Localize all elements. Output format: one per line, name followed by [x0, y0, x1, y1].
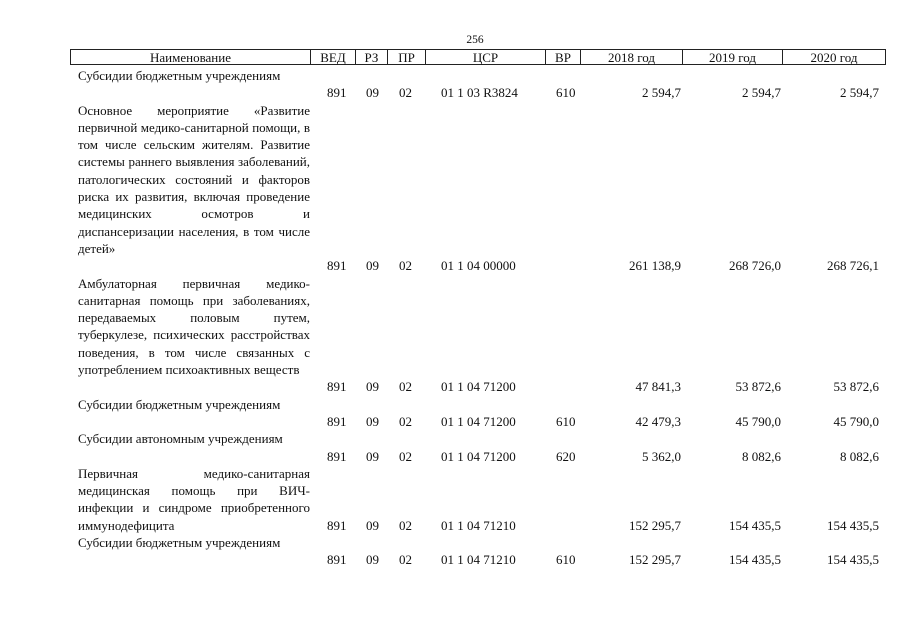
- row-2019: 268 726,0: [729, 258, 781, 274]
- row-2018: 42 479,3: [635, 413, 681, 429]
- header-name: Наименование: [71, 50, 311, 64]
- row-name: Субсидии автономным учреждениям: [78, 431, 283, 447]
- row-2018: 152 295,7: [629, 552, 681, 568]
- row-2019: 45 790,0: [735, 413, 781, 429]
- row-2019: 154 435,5: [729, 517, 781, 533]
- row-pr: 02: [399, 85, 412, 101]
- table-row: [0, 465, 905, 535]
- row-name: Субсидии бюджетным учреждениям: [78, 68, 281, 83]
- row-rz: 09: [366, 517, 379, 533]
- row-ved: 891: [327, 85, 347, 101]
- row-csr: 01 1 04 71210: [441, 552, 516, 568]
- row-pr: 02: [399, 448, 412, 464]
- table-row: [0, 275, 905, 397]
- row-rz: 09: [366, 258, 379, 274]
- row-rz: 09: [366, 85, 379, 101]
- row-2019: 154 435,5: [729, 552, 781, 568]
- row-2020: 2 594,7: [840, 85, 879, 101]
- row-2019: 53 872,6: [735, 379, 781, 395]
- row-name: Основное мероприятие «Развитие первичной медико-санитарной помощи, в том числе сельским жителям. Развитие системы раннего выявления заболеваний, патологических состояний и факторов риска их развития, включая проведение медицинских осмотров и диспансеризации населения, в том числе детей»: [78, 102, 310, 256]
- row-ved: 891: [327, 379, 347, 395]
- row-csr: 01 1 04 71210: [441, 517, 516, 533]
- row-2018: 5 362,0: [642, 448, 681, 464]
- row-ved: 891: [327, 552, 347, 568]
- row-rz: 09: [366, 379, 379, 395]
- table-row: [0, 430, 905, 466]
- table-row: [0, 102, 905, 276]
- row-2020: 268 726,1: [827, 258, 879, 274]
- header-pr: ПР: [388, 50, 426, 64]
- row-vr: 610: [556, 85, 576, 101]
- row-name: Амбулаторная первичная медико-санитарная помощь при заболеваниях, передаваемых половым путем, туберкулезе, психических расстройствах поведения, в том числе связанных с употреблением психоактивных веществ: [78, 275, 310, 378]
- row-name: Субсидии бюджетным учреждениям: [78, 396, 281, 412]
- header-2019: 2019 год: [683, 50, 783, 64]
- row-ved: 891: [327, 517, 347, 533]
- row-pr: 02: [399, 379, 412, 395]
- row-pr: 02: [399, 413, 412, 429]
- row-vr: 610: [556, 413, 576, 429]
- table-row: [0, 67, 905, 103]
- row-csr: 01 1 04 00000: [441, 258, 516, 274]
- row-2019: 8 082,6: [742, 448, 781, 464]
- row-vr: 620: [556, 448, 576, 464]
- header-2020: 2020 год: [810, 50, 858, 65]
- row-name: Субсидии бюджетным учреждениям: [78, 535, 281, 551]
- row-2020: 53 872,6: [833, 379, 879, 395]
- row-csr: 01 1 04 71200: [441, 448, 516, 464]
- row-2020: 154 435,5: [827, 552, 879, 568]
- row-pr: 02: [399, 517, 412, 533]
- row-vr: 610: [556, 552, 576, 568]
- table-row: [0, 534, 905, 570]
- row-ved: 891: [327, 448, 347, 464]
- row-2020: 45 790,0: [833, 413, 879, 429]
- header-vr: ВР: [546, 50, 581, 64]
- row-pr: 02: [399, 258, 412, 274]
- page-number: 256: [466, 34, 484, 46]
- row-2018: 2 594,7: [642, 85, 681, 101]
- table-row: [0, 396, 905, 432]
- row-2019: 2 594,7: [742, 85, 781, 101]
- row-rz: 09: [366, 552, 379, 568]
- row-csr: 01 1 03 R3824: [441, 85, 518, 101]
- row-csr: 01 1 04 71200: [441, 379, 516, 395]
- row-rz: 09: [366, 413, 379, 429]
- header-ved: ВЕД: [311, 50, 356, 64]
- header-rz: РЗ: [356, 50, 388, 64]
- header-csr: ЦСР: [426, 50, 546, 64]
- row-name: Первичная медико-санитарная медицинская помощь при ВИЧ-инфекции и синдроме приобретенного иммунодефицита: [78, 465, 310, 533]
- row-ved: 891: [327, 258, 347, 274]
- table-header: [70, 49, 886, 65]
- row-csr: 01 1 04 71200: [441, 413, 516, 429]
- row-2018: 47 841,3: [635, 379, 681, 395]
- row-2020: 8 082,6: [840, 448, 879, 464]
- row-2018: 152 295,7: [629, 517, 681, 533]
- row-rz: 09: [366, 448, 379, 464]
- row-2018: 261 138,9: [629, 258, 681, 274]
- row-ved: 891: [327, 413, 347, 429]
- row-pr: 02: [399, 552, 412, 568]
- header-2018: 2018 год: [581, 50, 683, 64]
- row-2020: 154 435,5: [827, 517, 879, 533]
